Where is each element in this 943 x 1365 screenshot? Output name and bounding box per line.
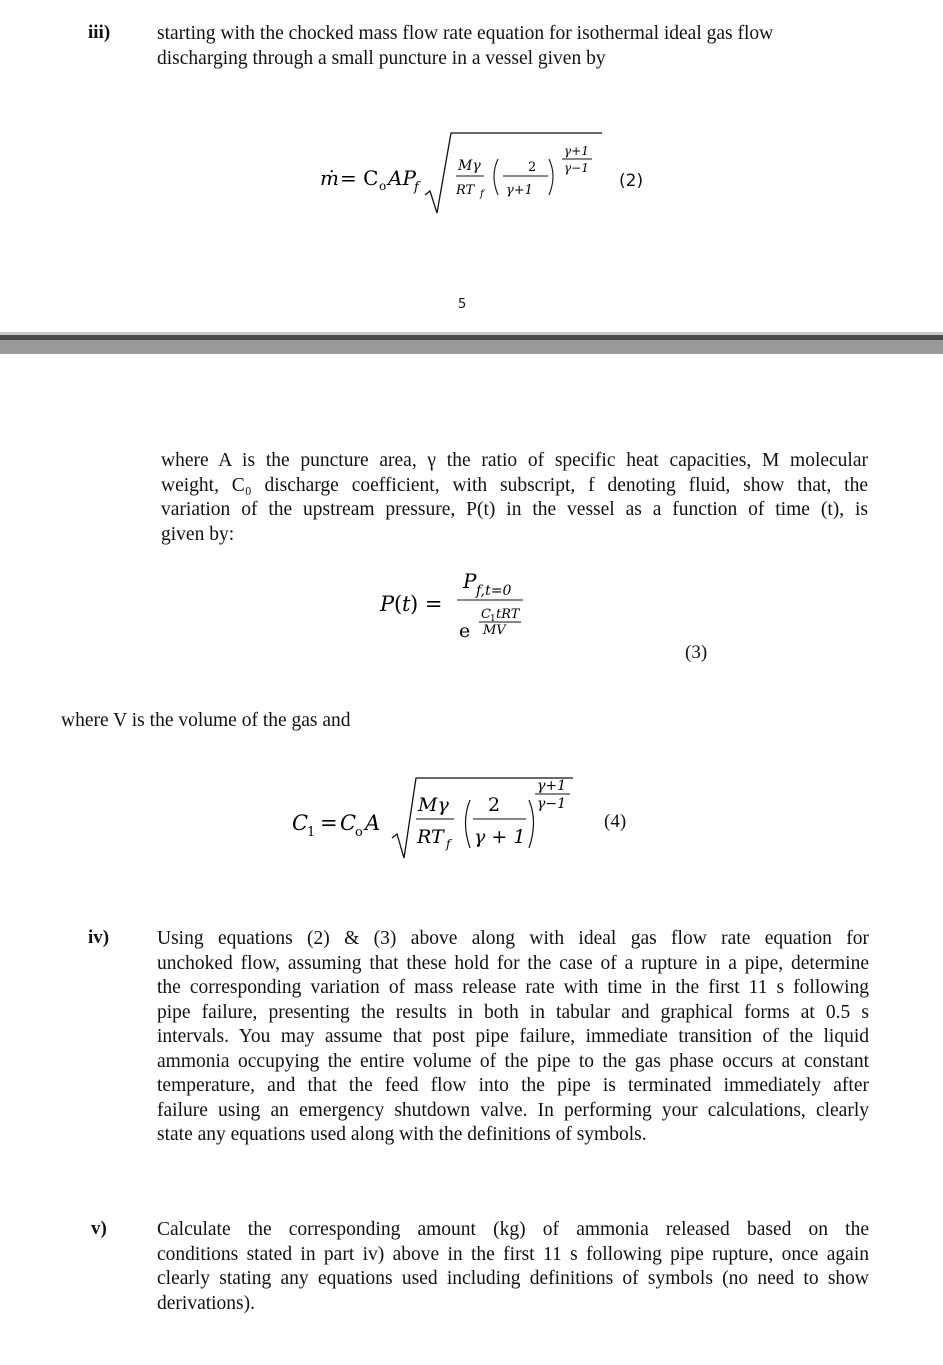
svg-text:o: o [379, 179, 387, 193]
equation-2 [320, 125, 620, 225]
section-iv-line: intervals. You may assume that post pipe failure, immediate transition of the liquid [157, 1026, 869, 1047]
where-v-text: where V is the volume of the gas and [61, 710, 351, 731]
svg-text:f: f [480, 189, 484, 200]
svg-text:C: C [292, 811, 309, 835]
section-iv-line: Using equations (2) & (3) above along with ideal gas flow rate equation for [157, 928, 869, 949]
equation-4 [290, 770, 590, 865]
svg-text:f,t=0: f,t=0 [476, 583, 512, 599]
section-v-label: v) [91, 1218, 107, 1239]
section-iv-line: temperature, and that the feed flow into the pipe is terminated immediately after [157, 1075, 869, 1096]
svg-text:t: t [402, 592, 411, 616]
section-iv-line: failure using an emergency shutdown valve. In performing your calculations, clearly [157, 1099, 869, 1121]
section-iii-label: iii) [88, 22, 111, 43]
svg-text:o: o [355, 825, 363, 840]
svg-text:=: = [320, 811, 338, 835]
svg-text:γ + 1: γ + 1 [474, 826, 526, 848]
section-iv-line: pipe failure, presenting the results in both in tabular and graphical forms at 0.5 s [157, 1001, 869, 1023]
svg-text:) =: ) = [410, 592, 443, 616]
section-iii-intro [157, 22, 837, 71]
svg-text:Mγ: Mγ [458, 158, 481, 174]
svg-text:RT: RT [456, 183, 475, 198]
section-iii-intro-line2: discharging through a small puncture in a vessel given by [157, 47, 606, 69]
svg-text:2: 2 [528, 160, 537, 175]
equation-4-number: (4) [604, 811, 627, 832]
svg-text:MV: MV [483, 623, 506, 638]
svg-text:γ+1: γ+1 [537, 778, 567, 794]
svg-text:f: f [414, 180, 419, 195]
section-v-line: Calculate the corresponding amount (kg) of ammonia released based on the [157, 1219, 869, 1240]
section-v-line: conditions stated in part iv) above in the first 11 s following pipe rupture, once again [157, 1243, 869, 1265]
svg-text:RT: RT [417, 826, 444, 848]
section-iii-body-line4: given by: [161, 523, 235, 545]
svg-text:1: 1 [490, 614, 496, 624]
section-iv-line: state any equations used along with the definitions of symbols. [157, 1124, 647, 1145]
section-iii-body-line1: where A is the puncture area, γ the ratio of specific heat capacities, M molecular [161, 450, 868, 471]
section-v-line: clearly stating any equations used including definitions of symbols (no need to show [157, 1268, 869, 1289]
svg-text:1: 1 [307, 825, 316, 840]
section-iii-intro-line1: starting with the chocked mass flow rate equation for isothermal ideal gas flow [157, 23, 774, 44]
section-iv-line: unchoked flow, assuming that these hold for the case of a rupture in a pipe, determine [157, 952, 869, 974]
equation-2-number: (2) [619, 171, 644, 191]
svg-text:AP: AP [388, 166, 416, 190]
svg-text:γ+1: γ+1 [564, 144, 589, 158]
section-iv-label: iv) [88, 927, 110, 948]
equation-3-number: (3) [685, 642, 708, 663]
page-break-divider [0, 332, 943, 354]
svg-text:e: e [459, 620, 471, 642]
section-iv-line: the corresponding variation of mass release rate with time in the first 11 s following [157, 977, 869, 998]
section-iii-body-line2: weight, C₀ discharge coefficient, with subscript, f denoting fluid, show that, the [161, 474, 868, 496]
svg-text:tRT: tRT [496, 607, 520, 622]
section-v-text [157, 1218, 869, 1316]
svg-text:2: 2 [488, 794, 501, 816]
svg-text:γ−1: γ−1 [537, 796, 567, 812]
svg-text:A: A [365, 811, 381, 835]
svg-text:γ−1: γ−1 [564, 161, 589, 175]
svg-text:(: ( [394, 592, 403, 616]
svg-text:P: P [463, 569, 477, 593]
page-number: 5 [458, 297, 467, 312]
svg-text:C: C [340, 811, 357, 835]
section-iv-text [157, 927, 869, 1148]
svg-text:f: f [446, 837, 451, 851]
svg-text:C: C [481, 607, 491, 622]
svg-text:ṁ: ṁ [320, 166, 339, 190]
svg-text:γ+1: γ+1 [506, 183, 533, 198]
svg-text:P: P [380, 592, 395, 616]
section-iv-line: ammonia occupying the entire volume of the pipe to the gas phase occurs at constant [157, 1050, 869, 1072]
equation-3 [375, 562, 545, 642]
section-iii-body [161, 449, 868, 547]
svg-text:= C: = C [340, 166, 379, 190]
svg-text:Mγ: Mγ [418, 794, 449, 816]
section-v-line: derivations). [157, 1292, 256, 1314]
section-iii-body-line3: variation of the upstream pressure, P(t) in the vessel as a function of time (t), is [161, 499, 868, 520]
